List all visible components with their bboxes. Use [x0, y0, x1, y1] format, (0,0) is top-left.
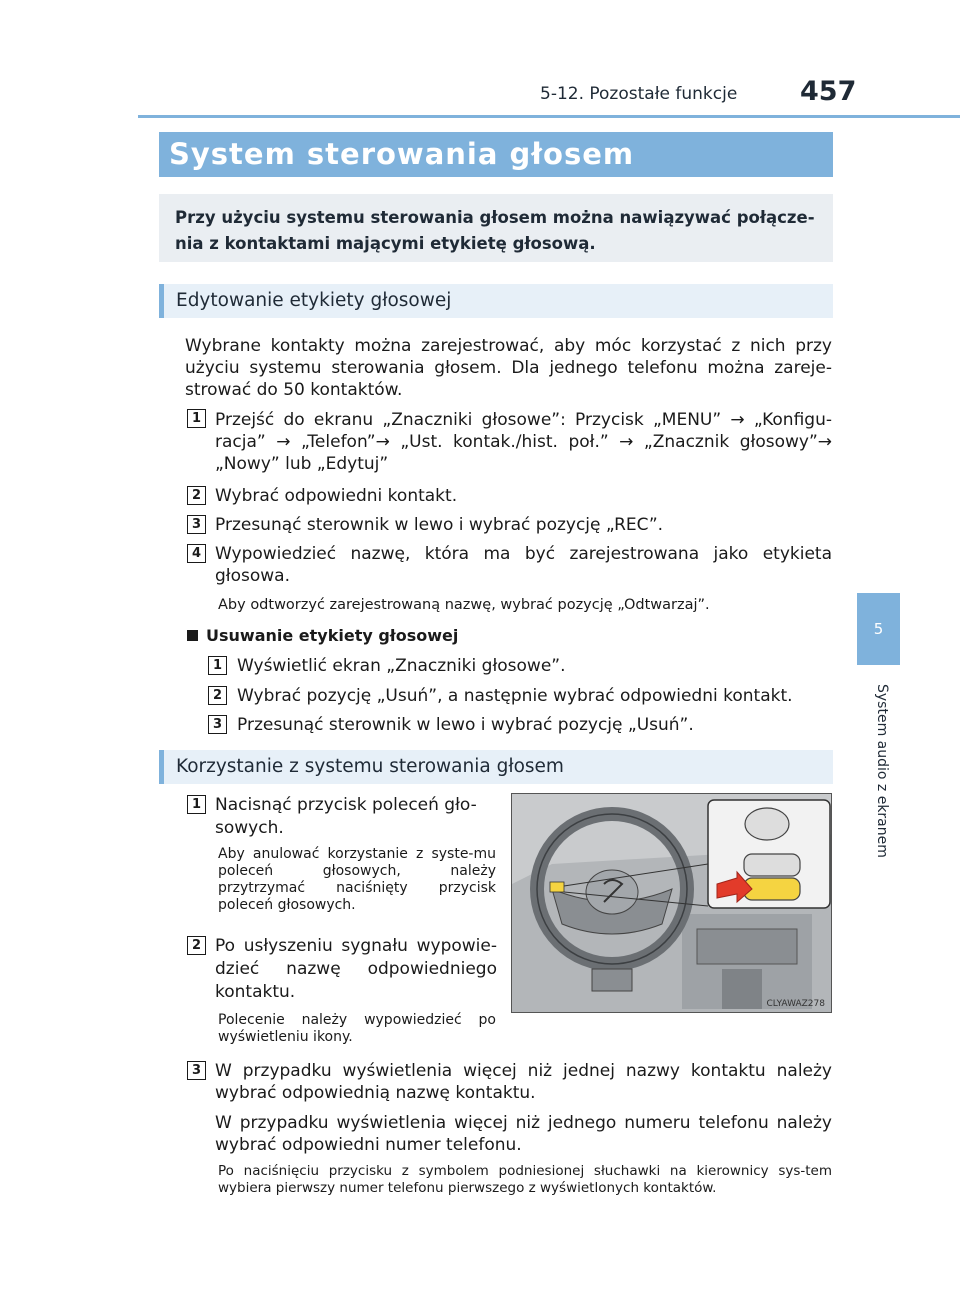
step-text: Wyświetlić ekran „Znaczniki głosowe”.	[237, 656, 566, 676]
step-note: Polecenie należy wypowiedzieć po wyświetleniu ikony.	[218, 1012, 496, 1045]
step-text: Wypowiedzieć nazwę, która ma być zarejestrowana jako etykieta głosowa.	[215, 544, 832, 586]
step-number: 3	[187, 1061, 206, 1080]
step-text: Wybrać odpowiedni kontakt.	[215, 486, 458, 506]
step-note: Po naciśnięciu przycisku z symbolem podniesionej słuchawki na kierownicy sys-tem wybiera pierwszy numer telefonu pierwszego z wyświetlonych kontaktów.	[218, 1163, 832, 1196]
step-number: 3	[187, 515, 206, 534]
bullet-square-icon	[187, 630, 198, 641]
step-number: 2	[208, 686, 227, 705]
page-title: System sterowania głosem	[159, 132, 833, 177]
figure-code: CLYAWAZ278	[766, 999, 825, 1009]
chapter-title: System audio z ekranem	[874, 684, 890, 858]
step-text: W przypadku wyświetlenia więcej niż jednej nazwy kontaktu należy wybrać odpowiednią nazwę kontaktu.	[215, 1061, 832, 1103]
page-number: 457	[800, 76, 857, 107]
step-text-continued: W przypadku wyświetlenia więcej niż jednego numeru telefonu należy wybrać odpowiedni numer telefonu.	[215, 1113, 832, 1155]
steering-wheel-drawing	[512, 794, 832, 1013]
step-text: Przejść do ekranu „Znaczniki głosowe”: Przycisk „MENU” → „Konfigu-racja” → „Telefon”→ „Ust. kontak./hist. poł.” → „Znacznik głosowy”→ „Nowy” lub „Edytuj”	[215, 410, 832, 474]
step-number: 4	[187, 544, 206, 563]
subheading-text: Usuwanie etykiety głosowej	[206, 626, 459, 645]
step-text: Przesunąć sterownik w lewo i wybrać pozycję „REC”.	[215, 515, 664, 535]
step-text: Nacisnąć przycisk poleceń gło-sowych.	[215, 795, 477, 838]
intro-box: Przy użyciu systemu sterowania głosem można nawiązywać połącze-nia z kontaktami mającymi etykietę głosową.	[159, 194, 833, 262]
step-number: 1	[187, 795, 206, 814]
header-rule	[138, 115, 960, 118]
subheading-delete	[187, 626, 458, 645]
step-text: Wybrać pozycję „Usuń”, a następnie wybrać odpowiedni kontakt.	[237, 686, 793, 706]
step-note: Aby anulować korzystanie z syste-mu poleceń głosowych, należy przytrzymać naciśnięty przycisk poleceń głosowych.	[218, 846, 496, 913]
step-note: Aby odtworzyć zarejestrowaną nazwę, wybrać pozycję „Odtwarzaj”.	[218, 597, 710, 613]
step-number: 1	[187, 409, 206, 428]
step-number: 1	[208, 656, 227, 675]
section-intro: Wybrane kontakty można zarejestrować, aby móc korzystać z nich przy użyciu systemu sterowania głosem. Dla jednego telefonu można zareje-strować do 50 kontaktów.	[185, 336, 832, 400]
section-heading-edit: Edytowanie etykiety głosowej	[159, 284, 833, 318]
step-number: 2	[187, 936, 206, 955]
step-number: 3	[208, 715, 227, 734]
chapter-tab: 5	[857, 593, 900, 665]
step-text: Przesunąć sterownik w lewo i wybrać pozycję „Usuń”.	[237, 715, 694, 735]
section-heading-use: Korzystanie z systemu sterowania głosem	[159, 750, 833, 784]
step-text: Po usłyszeniu sygnału wypowie-dzieć nazwę odpowiedniego kontaktu.	[215, 936, 497, 1002]
step-number: 2	[187, 486, 206, 505]
running-header: 5-12. Pozostałe funkcje	[540, 84, 738, 104]
steering-wheel-illustration	[511, 793, 832, 1013]
